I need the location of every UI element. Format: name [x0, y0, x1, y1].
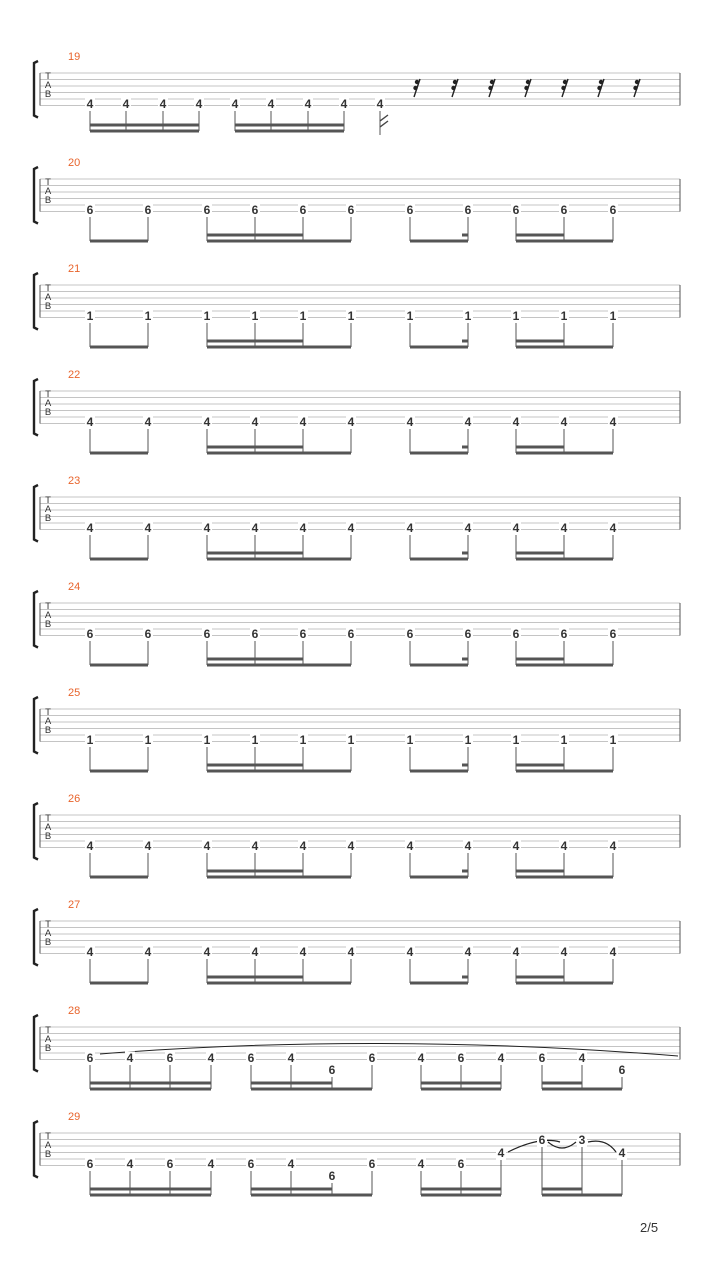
fret-number: 4	[287, 1157, 295, 1171]
fret-number: 4	[251, 839, 259, 853]
fret-number: 4	[195, 97, 203, 111]
tab-clef-letter: A	[44, 1140, 52, 1151]
note-beam	[90, 1194, 211, 1197]
tab-clef-letter: T	[45, 1131, 51, 1142]
sixteenth-rest-dot	[488, 86, 492, 90]
fret-number: 6	[464, 627, 472, 641]
fret-number: 1	[560, 309, 568, 323]
fret-number: 6	[86, 627, 94, 641]
system-bracket	[34, 485, 38, 542]
fret-number: 4	[267, 97, 275, 111]
fret-number: 4	[464, 839, 472, 853]
note-beam	[90, 124, 199, 127]
note-beam	[516, 876, 613, 879]
fret-number: 6	[560, 203, 568, 217]
note-beam	[235, 124, 344, 127]
note-beam	[516, 658, 564, 661]
fret-number: 1	[406, 309, 414, 323]
fret-number: 4	[299, 839, 307, 853]
fret-number: 4	[560, 839, 568, 853]
note-beam	[90, 982, 148, 985]
fret-number: 4	[376, 97, 384, 111]
measure-number: 22	[68, 369, 81, 381]
fret-number: 4	[347, 945, 355, 959]
system-bracket	[34, 273, 38, 330]
fret-number: 4	[144, 415, 152, 429]
fret-number: 6	[457, 1051, 465, 1065]
sixteenth-rest-dot	[563, 80, 567, 84]
tab-clef-letter: B	[44, 937, 52, 948]
fret-number: 4	[86, 839, 94, 853]
tab-clef-letter: A	[44, 80, 52, 91]
sixteenth-rest-dot	[633, 86, 637, 90]
fret-number: 6	[347, 627, 355, 641]
note-beam	[542, 1194, 622, 1197]
note-beam	[516, 770, 613, 773]
note-beam	[516, 340, 564, 343]
fret-number: 6	[464, 203, 472, 217]
fret-number: 6	[347, 203, 355, 217]
note-beam	[462, 976, 468, 979]
tab-clef-letter: B	[44, 407, 52, 418]
note-beam	[516, 346, 613, 349]
sixteenth-rest-dot	[561, 86, 565, 90]
fret-number: 6	[609, 203, 617, 217]
tab-clef-letter: A	[44, 716, 52, 727]
fret-number: 1	[464, 309, 472, 323]
fret-number: 6	[328, 1063, 336, 1077]
fret-number: 6	[512, 627, 520, 641]
sixteenth-rest-dot	[413, 86, 417, 90]
fret-number: 6	[251, 627, 259, 641]
tie-slur	[100, 1043, 678, 1056]
note-beam	[207, 346, 351, 349]
system-bracket	[34, 909, 38, 966]
fret-number: 6	[144, 203, 152, 217]
note-beam	[516, 452, 613, 455]
slur	[548, 1142, 576, 1148]
note-beam	[542, 1082, 582, 1085]
slur	[588, 1141, 616, 1152]
note-beam	[421, 1194, 501, 1197]
note-beam	[207, 982, 351, 985]
fret-number: 4	[126, 1051, 134, 1065]
note-beam	[207, 452, 351, 455]
tab-clef-letter: A	[44, 292, 52, 303]
measure-number: 26	[68, 793, 81, 805]
fret-number: 6	[512, 203, 520, 217]
fret-number: 4	[560, 415, 568, 429]
fret-number: 4	[203, 415, 211, 429]
fret-number: 4	[347, 839, 355, 853]
note-beam	[410, 452, 468, 455]
note-beam	[516, 558, 613, 561]
fret-number: 4	[497, 1146, 505, 1160]
note-beam	[207, 340, 303, 343]
note-beam	[542, 1188, 582, 1191]
note-beam	[207, 552, 303, 555]
note-beam	[207, 664, 351, 667]
fret-number: 4	[304, 97, 312, 111]
measure-number: 19	[68, 51, 81, 63]
system-bracket	[34, 1121, 38, 1178]
fret-number: 4	[347, 521, 355, 535]
fret-number: 4	[207, 1157, 215, 1171]
note-beam	[462, 764, 468, 767]
fret-number: 6	[457, 1157, 465, 1171]
sixteenth-rest-dot	[490, 80, 494, 84]
note-beam	[207, 234, 303, 237]
system-bracket	[34, 61, 38, 118]
tab-clef-letter: A	[44, 186, 52, 197]
tab-clef-letter: T	[45, 177, 51, 188]
fret-number: 6	[609, 627, 617, 641]
note-beam	[90, 770, 148, 773]
fret-number: 4	[299, 415, 307, 429]
fret-number: 4	[86, 945, 94, 959]
fret-number: 6	[203, 203, 211, 217]
note-beam	[516, 234, 564, 237]
note-beam	[90, 664, 148, 667]
measure-number: 29	[68, 1111, 81, 1123]
measure-number: 20	[68, 157, 81, 169]
fret-number: 4	[287, 1051, 295, 1065]
fret-number: 4	[609, 521, 617, 535]
note-beam	[462, 658, 468, 661]
fret-number: 4	[497, 1051, 505, 1065]
note-beam	[90, 1082, 211, 1085]
fret-number: 1	[464, 733, 472, 747]
fret-number: 4	[340, 97, 348, 111]
fret-number: 6	[406, 203, 414, 217]
fret-number: 4	[203, 945, 211, 959]
note-beam	[90, 240, 148, 243]
system-bracket	[34, 591, 38, 648]
fret-number: 4	[203, 521, 211, 535]
note-beam	[90, 130, 199, 133]
note-beam	[462, 234, 468, 237]
fret-number: 4	[560, 945, 568, 959]
fret-number: 1	[406, 733, 414, 747]
fret-number: 6	[86, 1051, 94, 1065]
system-bracket	[34, 167, 38, 224]
tab-clef-letter: T	[45, 389, 51, 400]
fret-number: 4	[406, 945, 414, 959]
fret-number: 4	[203, 839, 211, 853]
fret-number: 4	[122, 97, 130, 111]
sixteenth-rest-dot	[415, 80, 419, 84]
tab-clef-letter: T	[45, 707, 51, 718]
fret-number: 6	[86, 203, 94, 217]
fret-number: 4	[207, 1051, 215, 1065]
note-beam	[542, 1088, 622, 1091]
note-beam	[207, 870, 303, 873]
tab-clef-letter: T	[45, 601, 51, 612]
fret-number: 1	[609, 733, 617, 747]
sixteenth-rest-dot	[524, 86, 528, 90]
fret-number: 6	[299, 203, 307, 217]
fret-number: 4	[299, 945, 307, 959]
note-beam	[90, 346, 148, 349]
note-beam	[516, 764, 564, 767]
note-beam	[251, 1082, 332, 1085]
fret-number: 4	[417, 1051, 425, 1065]
fret-number: 4	[406, 415, 414, 429]
tab-clef-letter: T	[45, 283, 51, 294]
fret-number: 4	[144, 521, 152, 535]
fret-number: 4	[231, 97, 239, 111]
fret-number: 6	[328, 1169, 336, 1183]
note-beam	[516, 446, 564, 449]
fret-number: 6	[203, 627, 211, 641]
tab-clef-letter: A	[44, 1034, 52, 1045]
fret-number: 4	[512, 415, 520, 429]
tab-clef-letter: A	[44, 610, 52, 621]
fret-number: 6	[538, 1051, 546, 1065]
note-beam	[251, 1194, 372, 1197]
note-beam	[207, 876, 351, 879]
note-beam	[516, 870, 564, 873]
note-beam	[90, 558, 148, 561]
tab-clef-letter: T	[45, 1025, 51, 1036]
note-beam	[207, 446, 303, 449]
tab-clef-letter: A	[44, 822, 52, 833]
system-bracket	[34, 697, 38, 754]
note-beam	[235, 130, 344, 133]
fret-number: 1	[86, 733, 94, 747]
tab-clef-letter: B	[44, 619, 52, 630]
fret-number: 6	[86, 1157, 94, 1171]
fret-number: 1	[512, 733, 520, 747]
measure-number: 21	[68, 263, 81, 275]
fret-number: 3	[578, 1133, 586, 1147]
measure-number: 25	[68, 687, 81, 699]
tab-clef-letter: B	[44, 513, 52, 524]
tab-clef-letter: T	[45, 71, 51, 82]
fret-number: 4	[578, 1051, 586, 1065]
fret-number: 6	[368, 1051, 376, 1065]
measure-number: 28	[68, 1005, 81, 1017]
note-beam	[207, 770, 351, 773]
note-beam	[462, 446, 468, 449]
note-beam	[410, 558, 468, 561]
fret-number: 4	[159, 97, 167, 111]
note-beam	[207, 976, 303, 979]
note-beam	[462, 552, 468, 555]
note-beam	[410, 240, 468, 243]
tab-clef-letter: B	[44, 301, 52, 312]
fret-number: 4	[464, 521, 472, 535]
note-beam	[421, 1088, 501, 1091]
fret-number: 4	[251, 415, 259, 429]
measure-number: 23	[68, 475, 81, 487]
fret-number: 4	[406, 839, 414, 853]
fret-number: 4	[417, 1157, 425, 1171]
fret-number: 6	[538, 1133, 546, 1147]
tab-clef-letter: T	[45, 813, 51, 824]
note-beam	[90, 1188, 211, 1191]
fret-number: 6	[247, 1157, 255, 1171]
fret-number: 1	[203, 309, 211, 323]
fret-number: 6	[251, 203, 259, 217]
note-beam	[207, 658, 303, 661]
sixteenth-rest-dot	[526, 80, 530, 84]
page-number: 2/5	[640, 1220, 659, 1235]
system-bracket	[34, 1015, 38, 1072]
note-beam	[516, 982, 613, 985]
fret-number: 4	[560, 521, 568, 535]
tab-clef-letter: B	[44, 195, 52, 206]
fret-number: 4	[144, 945, 152, 959]
note-beam	[421, 1082, 501, 1085]
tab-clef-letter: T	[45, 495, 51, 506]
note-beam	[207, 558, 351, 561]
note-beam	[251, 1188, 332, 1191]
note-beam	[90, 452, 148, 455]
note-beam	[207, 764, 303, 767]
note-beam	[516, 552, 564, 555]
fret-number: 6	[299, 627, 307, 641]
fret-number: 1	[144, 733, 152, 747]
note-beam	[516, 976, 564, 979]
fret-number: 1	[203, 733, 211, 747]
fret-number: 4	[86, 521, 94, 535]
note-beam	[410, 770, 468, 773]
fret-number: 4	[512, 521, 520, 535]
sixteenth-rest-dot	[599, 80, 603, 84]
fret-number: 6	[247, 1051, 255, 1065]
note-beam	[462, 340, 468, 343]
fret-number: 4	[609, 945, 617, 959]
system-bracket	[34, 803, 38, 860]
fret-number: 4	[512, 839, 520, 853]
tab-clef-letter: A	[44, 504, 52, 515]
fret-number: 4	[126, 1157, 134, 1171]
fret-number: 1	[144, 309, 152, 323]
fret-number: 4	[609, 415, 617, 429]
fret-number: 4	[618, 1146, 626, 1160]
note-beam	[462, 870, 468, 873]
tab-clef-letter: B	[44, 831, 52, 842]
fret-number: 1	[86, 309, 94, 323]
fret-number: 4	[251, 945, 259, 959]
fret-number: 1	[347, 733, 355, 747]
tab-clef-letter: A	[44, 928, 52, 939]
sixteenth-rest-dot	[451, 86, 455, 90]
fret-number: 1	[560, 733, 568, 747]
note-beam	[410, 982, 468, 985]
tab-clef-letter: B	[44, 725, 52, 736]
fret-number: 4	[86, 97, 94, 111]
fret-number: 4	[86, 415, 94, 429]
system-bracket	[34, 379, 38, 436]
fret-number: 1	[512, 309, 520, 323]
note-flag	[380, 115, 388, 127]
fret-number: 4	[144, 839, 152, 853]
fret-number: 1	[609, 309, 617, 323]
fret-number: 1	[347, 309, 355, 323]
tab-clef-letter: A	[44, 398, 52, 409]
fret-number: 4	[464, 945, 472, 959]
fret-number: 6	[144, 627, 152, 641]
fret-number: 4	[609, 839, 617, 853]
fret-number: 1	[251, 733, 259, 747]
sixteenth-rest-dot	[453, 80, 457, 84]
note-beam	[516, 240, 613, 243]
note-beam	[516, 664, 613, 667]
fret-number: 4	[406, 521, 414, 535]
fret-number: 6	[166, 1051, 174, 1065]
fret-number: 4	[347, 415, 355, 429]
fret-number: 1	[251, 309, 259, 323]
fret-number: 4	[299, 521, 307, 535]
fret-number: 6	[368, 1157, 376, 1171]
fret-number: 6	[406, 627, 414, 641]
measure-number: 24	[68, 581, 81, 593]
fret-number: 4	[512, 945, 520, 959]
note-beam	[421, 1188, 501, 1191]
fret-number: 1	[299, 733, 307, 747]
fret-number: 4	[464, 415, 472, 429]
note-beam	[90, 1088, 211, 1091]
note-beam	[410, 346, 468, 349]
fret-number: 6	[560, 627, 568, 641]
tab-clef-letter: B	[44, 1149, 52, 1160]
fret-number: 6	[618, 1063, 626, 1077]
note-beam	[207, 240, 351, 243]
measure-number: 27	[68, 899, 81, 911]
note-beam	[410, 876, 468, 879]
note-beam	[410, 664, 468, 667]
fret-number: 6	[166, 1157, 174, 1171]
tab-clef-letter: B	[44, 1043, 52, 1054]
sixteenth-rest-dot	[597, 86, 601, 90]
sixteenth-rest-dot	[635, 80, 639, 84]
note-beam	[90, 876, 148, 879]
fret-number: 1	[299, 309, 307, 323]
tab-clef-letter: B	[44, 89, 52, 100]
tab-clef-letter: T	[45, 919, 51, 930]
fret-number: 4	[251, 521, 259, 535]
note-beam	[251, 1088, 372, 1091]
